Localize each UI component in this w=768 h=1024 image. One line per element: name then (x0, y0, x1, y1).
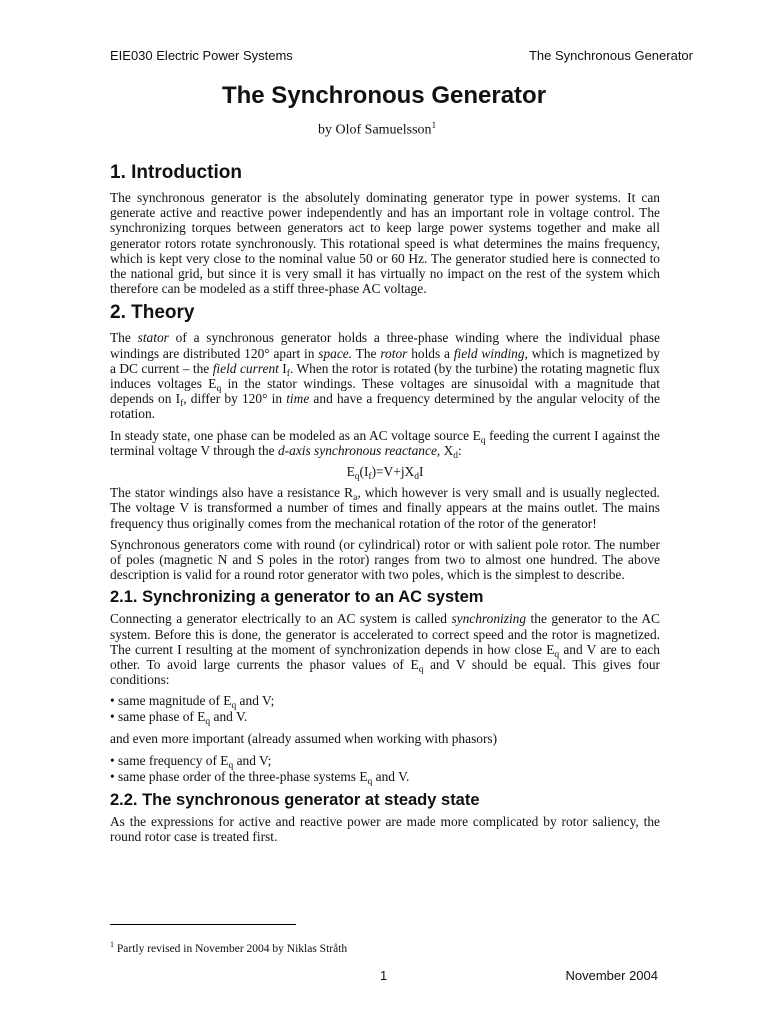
list-item: • same magnitude of $E_q$ and V; (110, 693, 275, 712)
page-number: 1 (380, 968, 388, 983)
intro-paragraph: The synchronous generator is the absolutely dominating generator type in power systems. It can generate active and reactive power independently and has an important role in voltage control. The synchronizing torques between generators act to keep large power systems together and make all generator rotors rotate synchronously. This rotational speed is what determines the mains frequency, which is kept very close to the nominal value 50 or 60 Hz. The generator studied here is connected to the national grid, but since it is very small it has virtually no impact on the rest of the system which therefore can be modeled as a stiff three-phase AC voltage. (110, 190, 660, 297)
footnote-text: Partly revised in November 2004 by Niklas Stråth (114, 942, 348, 955)
author-name: by Olof Samuelsson (318, 122, 432, 138)
sync-paragraph-1: Connecting a generator electrically to an AC system is called synchronizing the generator to the AC system. Before this is done, the generator is accelerated to correct speed and the rotor is magnetized. The current I resulting at the moment of synchronization depends in how close $E_q$ and V are to each other. To avoid large currents the phasor values of $E_q$ and V should be equal. This gives four conditions: (110, 611, 661, 688)
condition-list-1 (110, 693, 660, 728)
document-title: The Synchronous Generator (221, 82, 547, 109)
theory-paragraph-2: In steady state, one phase can be modeled as an AC voltage source $E_q$ feeding the current I against the terminal voltage V through the d-axis synchronous reactance, $X_d$: (110, 427, 660, 461)
running-header-right: The Synchronous Generator (528, 48, 693, 63)
list-item: • same phase order of the three-phase systems $E_q$ and V. (110, 768, 410, 787)
subsection-heading-steady-state: 2.2. The synchronous generator at steady state (110, 790, 480, 809)
page-body (110, 156, 660, 850)
running-header-left: EIE030 Electric Power Systems (110, 48, 293, 63)
sync-paragraph-2: and even more important (already assumed when working with phasors) (110, 731, 498, 747)
theory-paragraph-4: Synchronous generators come with round (or cylindrical) rotor or with salient pole rotor. The number of poles (magnetic N and S poles in the rotor) ranges from two to almost one hundred. The above description is valid for a round rotor generator with two poles, which is the simplest to describe. (110, 536, 660, 583)
subsection-heading-synchronizing: 2.1. Synchronizing a generator to an AC system (110, 588, 484, 607)
steady-state-paragraph: As the expressions for active and reactive power are made more complicated by rotor saliency, the round rotor case is treated first. (110, 813, 660, 844)
author-footnote-mark: 1 (431, 120, 437, 130)
section-heading-introduction: 1. Introduction (110, 162, 242, 183)
footnote-divider (110, 924, 296, 925)
footnote (110, 940, 347, 955)
list-item: • same frequency of $E_q$ and V; (110, 752, 272, 771)
list-item: • same phase of $E_q$ and V. (110, 709, 248, 728)
footer-date: November 2004 (565, 968, 658, 983)
theory-paragraph-3: The stator windings also have a resistance $R_a$, which however is very small and is usually neglected. The voltage V is transformed a number of times and finally appears at the mains outlet. The mains frequency thus originally comes from the mechanical rotation of the rotor of the generator! (110, 485, 661, 531)
condition-list-2 (110, 753, 660, 785)
equation-voltage: $E_q(I_f)=V+jX_dI$ (346, 464, 424, 483)
section-heading-theory: 2. Theory (110, 302, 195, 324)
author-line (318, 120, 436, 139)
theory-paragraph-1: The stator of a synchronous generator holds a three-phase winding where the individual phase windings are distributed 120° apart in space. The rotor holds a field winding, which is magnetized by a DC current – the field current $I_f$. When the rotor is rotated (by the turbine) the rotating magnetic flux induces voltages $E_q$ in the stator windings. These voltages are sinusoidal with a magnitude that depends on $I_f$, differ by 120° in time and have a frequency determined by the angular velocity of the rotation. (110, 330, 660, 422)
footnote-mark: 1 (110, 940, 114, 949)
